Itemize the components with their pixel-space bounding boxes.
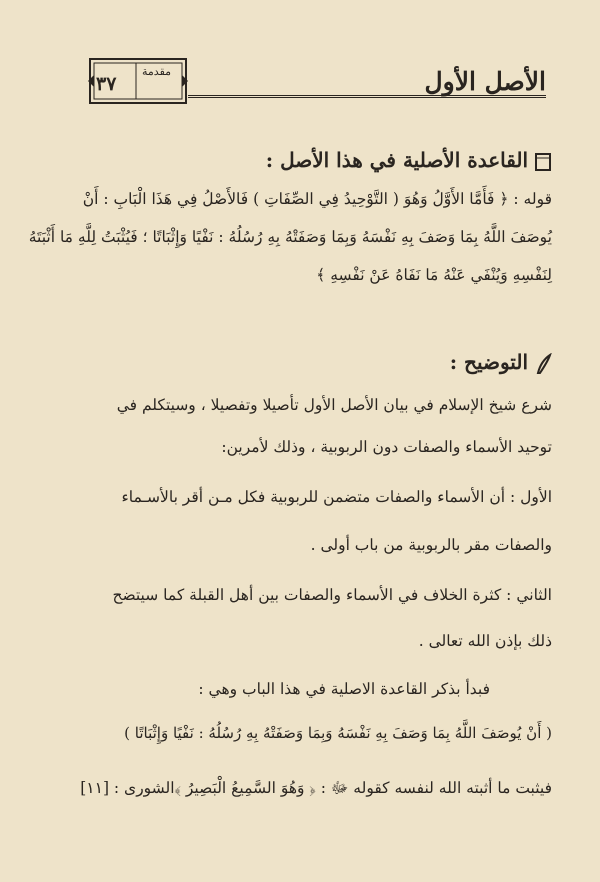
quote-line-3: لِنَفْسِهِ وَيُنْفَي عَنْهُ مَا نَفَاهُ عَنْ نَفْسِهِ ﴾ xyxy=(316,266,552,284)
heading-text: القاعدة الأصلية في هذا الأصل : xyxy=(265,148,528,172)
quote-line-1: قوله : ﴿ فَأَمَّا الأَوَّلُ وَهُوَ ( التَّوْحِيدُ فِي الصِّفَاتِ ) فَالأَصْلُ فِي هَذَا الْبَابِ : أَنْ xyxy=(82,190,552,208)
section-label: مقدمة xyxy=(142,65,172,78)
page-header xyxy=(88,55,556,115)
page-number-frame xyxy=(88,57,188,105)
page-title: الأصل الأول xyxy=(424,67,546,96)
quill-icon xyxy=(534,353,552,375)
body-line-2: توحيد الأسماء والصفات دون الربوبية ، وذلك لأمرين: xyxy=(221,438,552,456)
scroll-icon xyxy=(534,151,552,173)
body-line-7: فبدأ بذكر القاعدة الاصلية في هذا الباب وهي : xyxy=(198,680,490,698)
page-number: ٣٧ xyxy=(96,73,117,95)
section-heading-explanation xyxy=(450,350,552,375)
section-heading-rule xyxy=(266,148,552,173)
body-line-9: فيثبت ما أثبته الله لنفسه كقوله ﷻ : ﴿ وَهُوَ السَّمِيعُ الْبَصِيرُ ﴾الشورى : [١١] xyxy=(80,779,552,797)
body-line-8: ( أَنْ يُوصَفَ اللَّهُ بِمَا وَصَفَ بِهِ نَفْسَهُ وَبِمَا وَصَفَتْهُ بِهِ رُسُلُهُ : نَفْيًا وَإِثْبَاتًا ) xyxy=(124,724,552,742)
body-line-6: ذلك بإذن الله تعالى . xyxy=(418,632,552,650)
body-line-4: والصفات مقر بالربوبية من باب أولى . xyxy=(310,536,552,554)
body-line-3: الأول : أن الأسماء والصفات متضمن للربوبية فكل مـن أقر بالأسـماء xyxy=(121,488,552,506)
heading-text: التوضيح : xyxy=(449,350,528,374)
quote-line-2: يُوصَفَ اللَّهُ بِمَا وَصَفَ بِهِ نَفْسَهُ وَبِمَا وَصَفَتْهُ بِهِ رُسُلُهُ : نَفْيًا وَإِثْبَاتًا ؛ فَيُثْبَتُ لِلَّهِ مَا أَثْبَتَهُ xyxy=(28,228,552,246)
body-line-5: الثاني : كثرة الخلاف في الأسماء والصفات بين أهل القبلة كما سيتضح xyxy=(112,586,552,604)
body-line-1: شرع شيخ الإسلام في بيان الأصل الأول تأصيلا وتفصيلا ، وسيتكلم في xyxy=(116,396,552,414)
